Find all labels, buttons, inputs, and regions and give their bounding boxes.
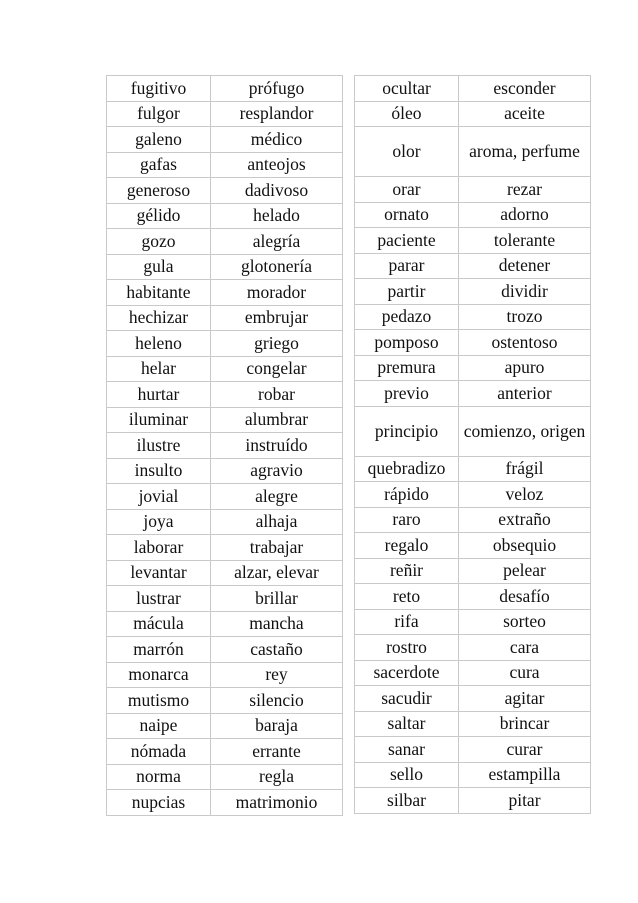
table-row (355, 609, 591, 635)
synonym-cell: dividir (459, 279, 591, 305)
table-row (107, 203, 343, 229)
synonym-cell: trozo (459, 304, 591, 330)
synonym-cell: resplandor (211, 101, 343, 127)
word-cell: orar (355, 177, 459, 203)
synonym-cell: veloz (459, 482, 591, 508)
synonym-cell: morador (211, 280, 343, 306)
synonym-cell: robar (211, 382, 343, 408)
synonym-cell: alegre (211, 484, 343, 510)
word-cell: naipe (107, 713, 211, 739)
word-cell: regalo (355, 533, 459, 559)
table-row (355, 355, 591, 381)
synonym-cell: sorteo (459, 609, 591, 635)
synonym-cell: congelar (211, 356, 343, 382)
table-row (107, 305, 343, 331)
synonym-cell: pitar (459, 788, 591, 814)
table-row (355, 737, 591, 763)
synonym-cell: griego (211, 331, 343, 357)
table-row (107, 739, 343, 765)
word-cell: parar (355, 253, 459, 279)
synonym-table-right (354, 75, 591, 814)
word-cell: sacerdote (355, 660, 459, 686)
table-row (355, 584, 591, 610)
table-row (355, 507, 591, 533)
word-cell: gozo (107, 229, 211, 255)
synonym-cell: rey (211, 662, 343, 688)
word-cell: silbar (355, 788, 459, 814)
synonym-cell: brincar (459, 711, 591, 737)
table-row (107, 382, 343, 408)
synonym-cell: estampilla (459, 762, 591, 788)
word-cell: sanar (355, 737, 459, 763)
table-row (355, 788, 591, 814)
table-row (107, 586, 343, 612)
synonym-cell: apuro (459, 355, 591, 381)
synonym-table-left-body (107, 76, 343, 816)
table-row (107, 356, 343, 382)
table-row (107, 178, 343, 204)
synonym-cell: agravio (211, 458, 343, 484)
synonym-cell: médico (211, 127, 343, 153)
synonym-cell: trabajar (211, 535, 343, 561)
table-row (355, 279, 591, 305)
synonym-cell: baraja (211, 713, 343, 739)
table-row (355, 686, 591, 712)
synonym-cell: cara (459, 635, 591, 661)
table-row (107, 458, 343, 484)
word-cell: pedazo (355, 304, 459, 330)
synonym-cell: alzar, elevar (211, 560, 343, 586)
word-cell: galeno (107, 127, 211, 153)
synonym-table-right-body (355, 76, 591, 814)
table-row (355, 711, 591, 737)
synonym-cell: castaño (211, 637, 343, 663)
table-row (355, 304, 591, 330)
table-row (107, 254, 343, 280)
word-cell: lustrar (107, 586, 211, 612)
synonym-cell: curar (459, 737, 591, 763)
word-cell: quebradizo (355, 456, 459, 482)
synonym-cell: ostentoso (459, 330, 591, 356)
table-row (355, 76, 591, 102)
word-cell: hechizar (107, 305, 211, 331)
synonym-cell: alegría (211, 229, 343, 255)
synonym-cell: aroma, perfume (459, 127, 591, 177)
word-cell: gélido (107, 203, 211, 229)
synonym-cell: frágil (459, 456, 591, 482)
table-row (355, 253, 591, 279)
synonym-cell: anterior (459, 381, 591, 407)
word-cell: reñir (355, 558, 459, 584)
synonym-cell: rezar (459, 177, 591, 203)
table-row (355, 558, 591, 584)
word-cell: nupcias (107, 790, 211, 816)
table-row (107, 611, 343, 637)
word-cell: paciente (355, 228, 459, 254)
table-row (107, 407, 343, 433)
table-row (107, 331, 343, 357)
table-row (107, 101, 343, 127)
table-row (107, 76, 343, 102)
table-row (107, 127, 343, 153)
word-cell: jovial (107, 484, 211, 510)
synonym-cell: tolerante (459, 228, 591, 254)
table-row (355, 330, 591, 356)
synonym-cell: prófugo (211, 76, 343, 102)
word-cell: gafas (107, 152, 211, 178)
table-row (107, 764, 343, 790)
table-row (355, 101, 591, 127)
word-cell: pomposo (355, 330, 459, 356)
table-row (355, 202, 591, 228)
synonym-cell: alhaja (211, 509, 343, 535)
synonym-cell: matrimonio (211, 790, 343, 816)
table-row (355, 762, 591, 788)
synonym-cell: detener (459, 253, 591, 279)
synonym-table-left (106, 75, 343, 816)
table-row (107, 152, 343, 178)
word-cell: gula (107, 254, 211, 280)
word-cell: iluminar (107, 407, 211, 433)
table-row (107, 662, 343, 688)
synonym-cell: regla (211, 764, 343, 790)
synonym-cell: aceite (459, 101, 591, 127)
synonym-cell: alumbrar (211, 407, 343, 433)
word-cell: hurtar (107, 382, 211, 408)
table-row (355, 177, 591, 203)
synonym-cell: cura (459, 660, 591, 686)
synonym-cell: obsequio (459, 533, 591, 559)
word-cell: rifa (355, 609, 459, 635)
synonym-cell: adorno (459, 202, 591, 228)
word-cell: reto (355, 584, 459, 610)
table-row (355, 456, 591, 482)
word-cell: saltar (355, 711, 459, 737)
word-cell: nómada (107, 739, 211, 765)
synonym-cell: embrujar (211, 305, 343, 331)
synonym-cell: esconder (459, 76, 591, 102)
table-row (107, 790, 343, 816)
table-row (355, 228, 591, 254)
synonym-cell: anteojos (211, 152, 343, 178)
word-cell: generoso (107, 178, 211, 204)
word-cell: fulgor (107, 101, 211, 127)
word-cell: marrón (107, 637, 211, 663)
table-row (355, 635, 591, 661)
word-cell: previo (355, 381, 459, 407)
word-cell: premura (355, 355, 459, 381)
synonym-cell: brillar (211, 586, 343, 612)
word-cell: mutismo (107, 688, 211, 714)
table-row (107, 535, 343, 561)
table-row (107, 509, 343, 535)
word-cell: partir (355, 279, 459, 305)
word-cell: óleo (355, 101, 459, 127)
synonym-cell: pelear (459, 558, 591, 584)
table-row (107, 637, 343, 663)
word-cell: habitante (107, 280, 211, 306)
word-cell: fugitivo (107, 76, 211, 102)
word-cell: ocultar (355, 76, 459, 102)
table-row (355, 660, 591, 686)
word-cell: olor (355, 127, 459, 177)
word-cell: insulto (107, 458, 211, 484)
word-cell: norma (107, 764, 211, 790)
table-row (107, 484, 343, 510)
word-cell: rápido (355, 482, 459, 508)
word-cell: monarca (107, 662, 211, 688)
table-row (107, 229, 343, 255)
table-row (107, 560, 343, 586)
word-cell: mácula (107, 611, 211, 637)
table-row (107, 433, 343, 459)
word-cell: principio (355, 406, 459, 456)
word-cell: rostro (355, 635, 459, 661)
table-row (355, 482, 591, 508)
word-cell: sacudir (355, 686, 459, 712)
synonym-cell: instruído (211, 433, 343, 459)
synonym-cell: mancha (211, 611, 343, 637)
synonym-cell: dadivoso (211, 178, 343, 204)
word-cell: sello (355, 762, 459, 788)
synonym-cell: desafío (459, 584, 591, 610)
word-cell: heleno (107, 331, 211, 357)
word-cell: helar (107, 356, 211, 382)
word-cell: levantar (107, 560, 211, 586)
word-cell: laborar (107, 535, 211, 561)
word-cell: ornato (355, 202, 459, 228)
table-row (355, 406, 591, 456)
table-row (355, 127, 591, 177)
table-row (107, 688, 343, 714)
word-cell: joya (107, 509, 211, 535)
table-row (107, 280, 343, 306)
synonym-cell: silencio (211, 688, 343, 714)
synonym-cell: errante (211, 739, 343, 765)
table-row (355, 381, 591, 407)
table-row (107, 713, 343, 739)
synonym-cell: helado (211, 203, 343, 229)
synonym-cell: extraño (459, 507, 591, 533)
synonym-cell: agitar (459, 686, 591, 712)
table-row (355, 533, 591, 559)
synonym-cell: glotonería (211, 254, 343, 280)
word-cell: ilustre (107, 433, 211, 459)
word-cell: raro (355, 507, 459, 533)
synonym-cell: comienzo, origen (459, 406, 591, 456)
